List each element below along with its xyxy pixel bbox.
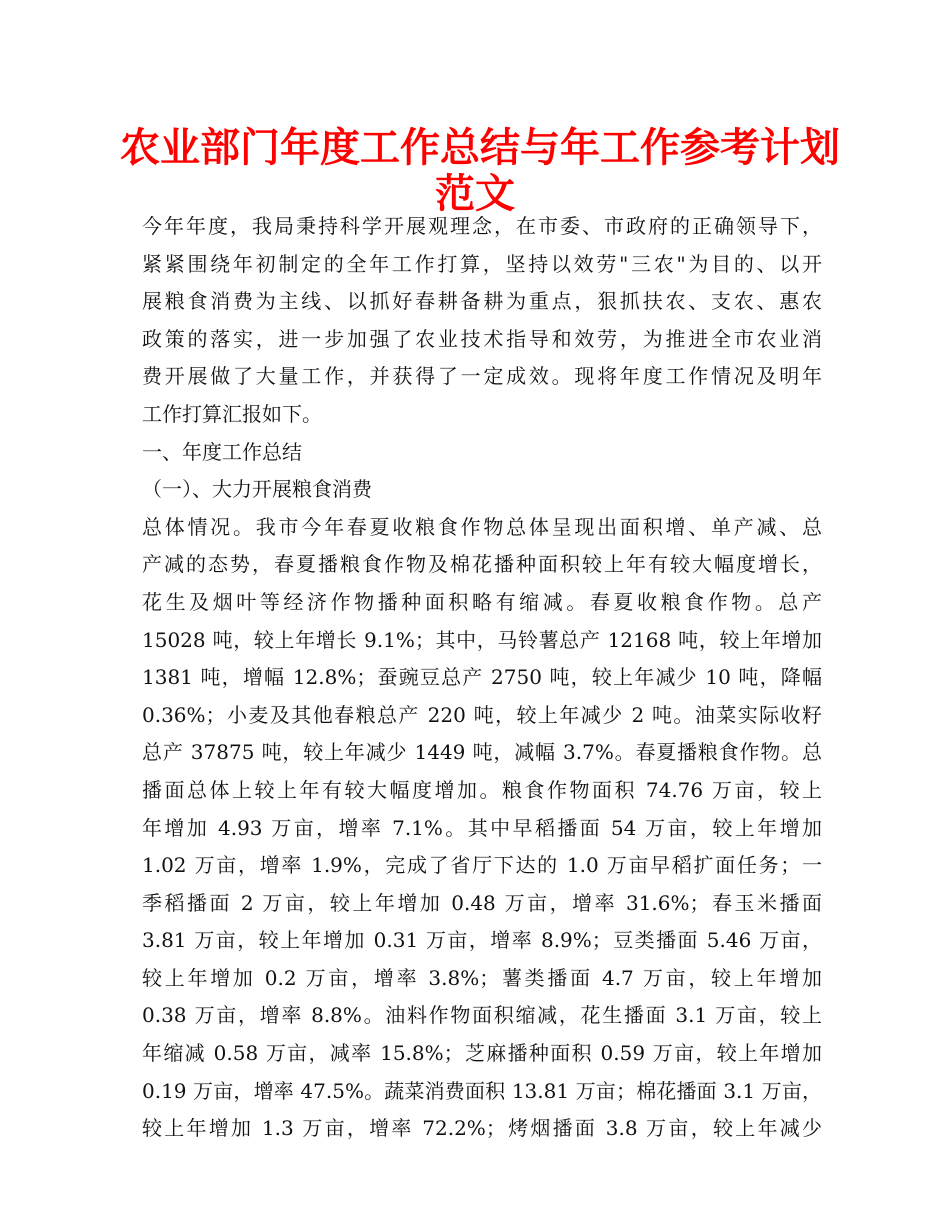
body-line: 花生及烟叶等经济作物播种面积略有缩减。春夏收粮食作物。总产 — [142, 589, 822, 614]
body-line: 展粮食消费为主线、以抓好春耕备耕为重点，狠抓扶农、支农、惠农 — [142, 289, 822, 314]
body-line: 工作打算汇报如下。 — [142, 401, 322, 426]
body-line: 0.36%；小麦及其他春粮总产 220 吨，较上年减少 2 吨。油菜实际收籽 — [142, 702, 822, 727]
body-line: 1381 吨，增幅 12.8%；蚕豌豆总产 2750 吨，较上年减少 10 吨，降幅 — [142, 665, 822, 690]
body-line: 15028 吨，较上年增长 9.1%；其中，马铃薯总产 12168 吨，较上年增加 — [142, 627, 822, 652]
body-line: 费开展做了大量工作，并获得了一定成效。现将年度工作情况及明年 — [142, 364, 822, 389]
body-line: 0.38 万亩，增率 8.8%。油料作物面积缩减，花生播面 3.1 万亩，较上 — [142, 1003, 822, 1028]
document-body — [142, 208, 822, 1148]
body-line: 年增加 4.93 万亩，增率 7.1%。其中早稻播面 54 万亩，较上年增加 — [142, 815, 822, 840]
section-heading: 一、年度工作总结 — [142, 439, 302, 464]
body-line: 政策的落实，进一步加强了农业技术指导和效劳，为推进全市农业消 — [142, 326, 822, 351]
subsection-heading: （一）、大力开展粮食消费 — [142, 477, 372, 502]
body-line: 较上年增加 0.2 万亩，增率 3.8%；薯类播面 4.7 万亩，较上年增加 — [142, 965, 822, 990]
body-line: 1.02 万亩，增率 1.9%，完成了省厅下达的 1.0 万亩早稻扩面任务；一 — [142, 853, 822, 878]
body-line: 产减的态势，春夏播粮食作物及棉花播种面积较上年有较大幅度增长， — [142, 552, 822, 577]
body-line: 今年年度，我局秉持科学开展观理念，在市委、市政府的正确领导下， — [142, 214, 822, 238]
body-line: 总体情况。我市今年春夏收粮食作物总体呈现出面积增、单产减、总 — [142, 514, 822, 539]
body-line: 季稻播面 2 万亩，较上年增加 0.48 万亩，增率 31.6%；春玉米播面 — [142, 890, 822, 915]
body-line: 紧紧围绕年初制定的全年工作打算，坚持以效劳"三农"为目的、以开 — [142, 251, 822, 276]
body-line: 较上年增加 1.3 万亩，增率 72.2%；烤烟播面 3.8 万亩，较上年减少 — [142, 1116, 822, 1141]
body-line: 3.81 万亩，较上年增加 0.31 万亩，增率 8.9%；豆类播面 5.46 万亩， — [142, 928, 822, 953]
body-line: 播面总体上较上年有较大幅度增加。粮食作物面积 74.76 万亩，较上 — [142, 777, 822, 802]
body-line: 总产 37875 吨，较上年减少 1449 吨，减幅 3.7%。春夏播粮食作物。总 — [142, 740, 822, 765]
document-title-line-2: 范文 — [435, 171, 515, 217]
body-line: 0.19 万亩，增率 47.5%。蔬菜消费面积 13.81 万亩；棉花播面 3.1 万亩， — [142, 1078, 822, 1103]
body-line: 年缩减 0.58 万亩，减率 15.8%；芝麻播种面积 0.59 万亩，较上年增加 — [142, 1041, 822, 1066]
document-title-line-1: 农业部门年度工作总结与年工作参考计划 — [120, 125, 840, 171]
